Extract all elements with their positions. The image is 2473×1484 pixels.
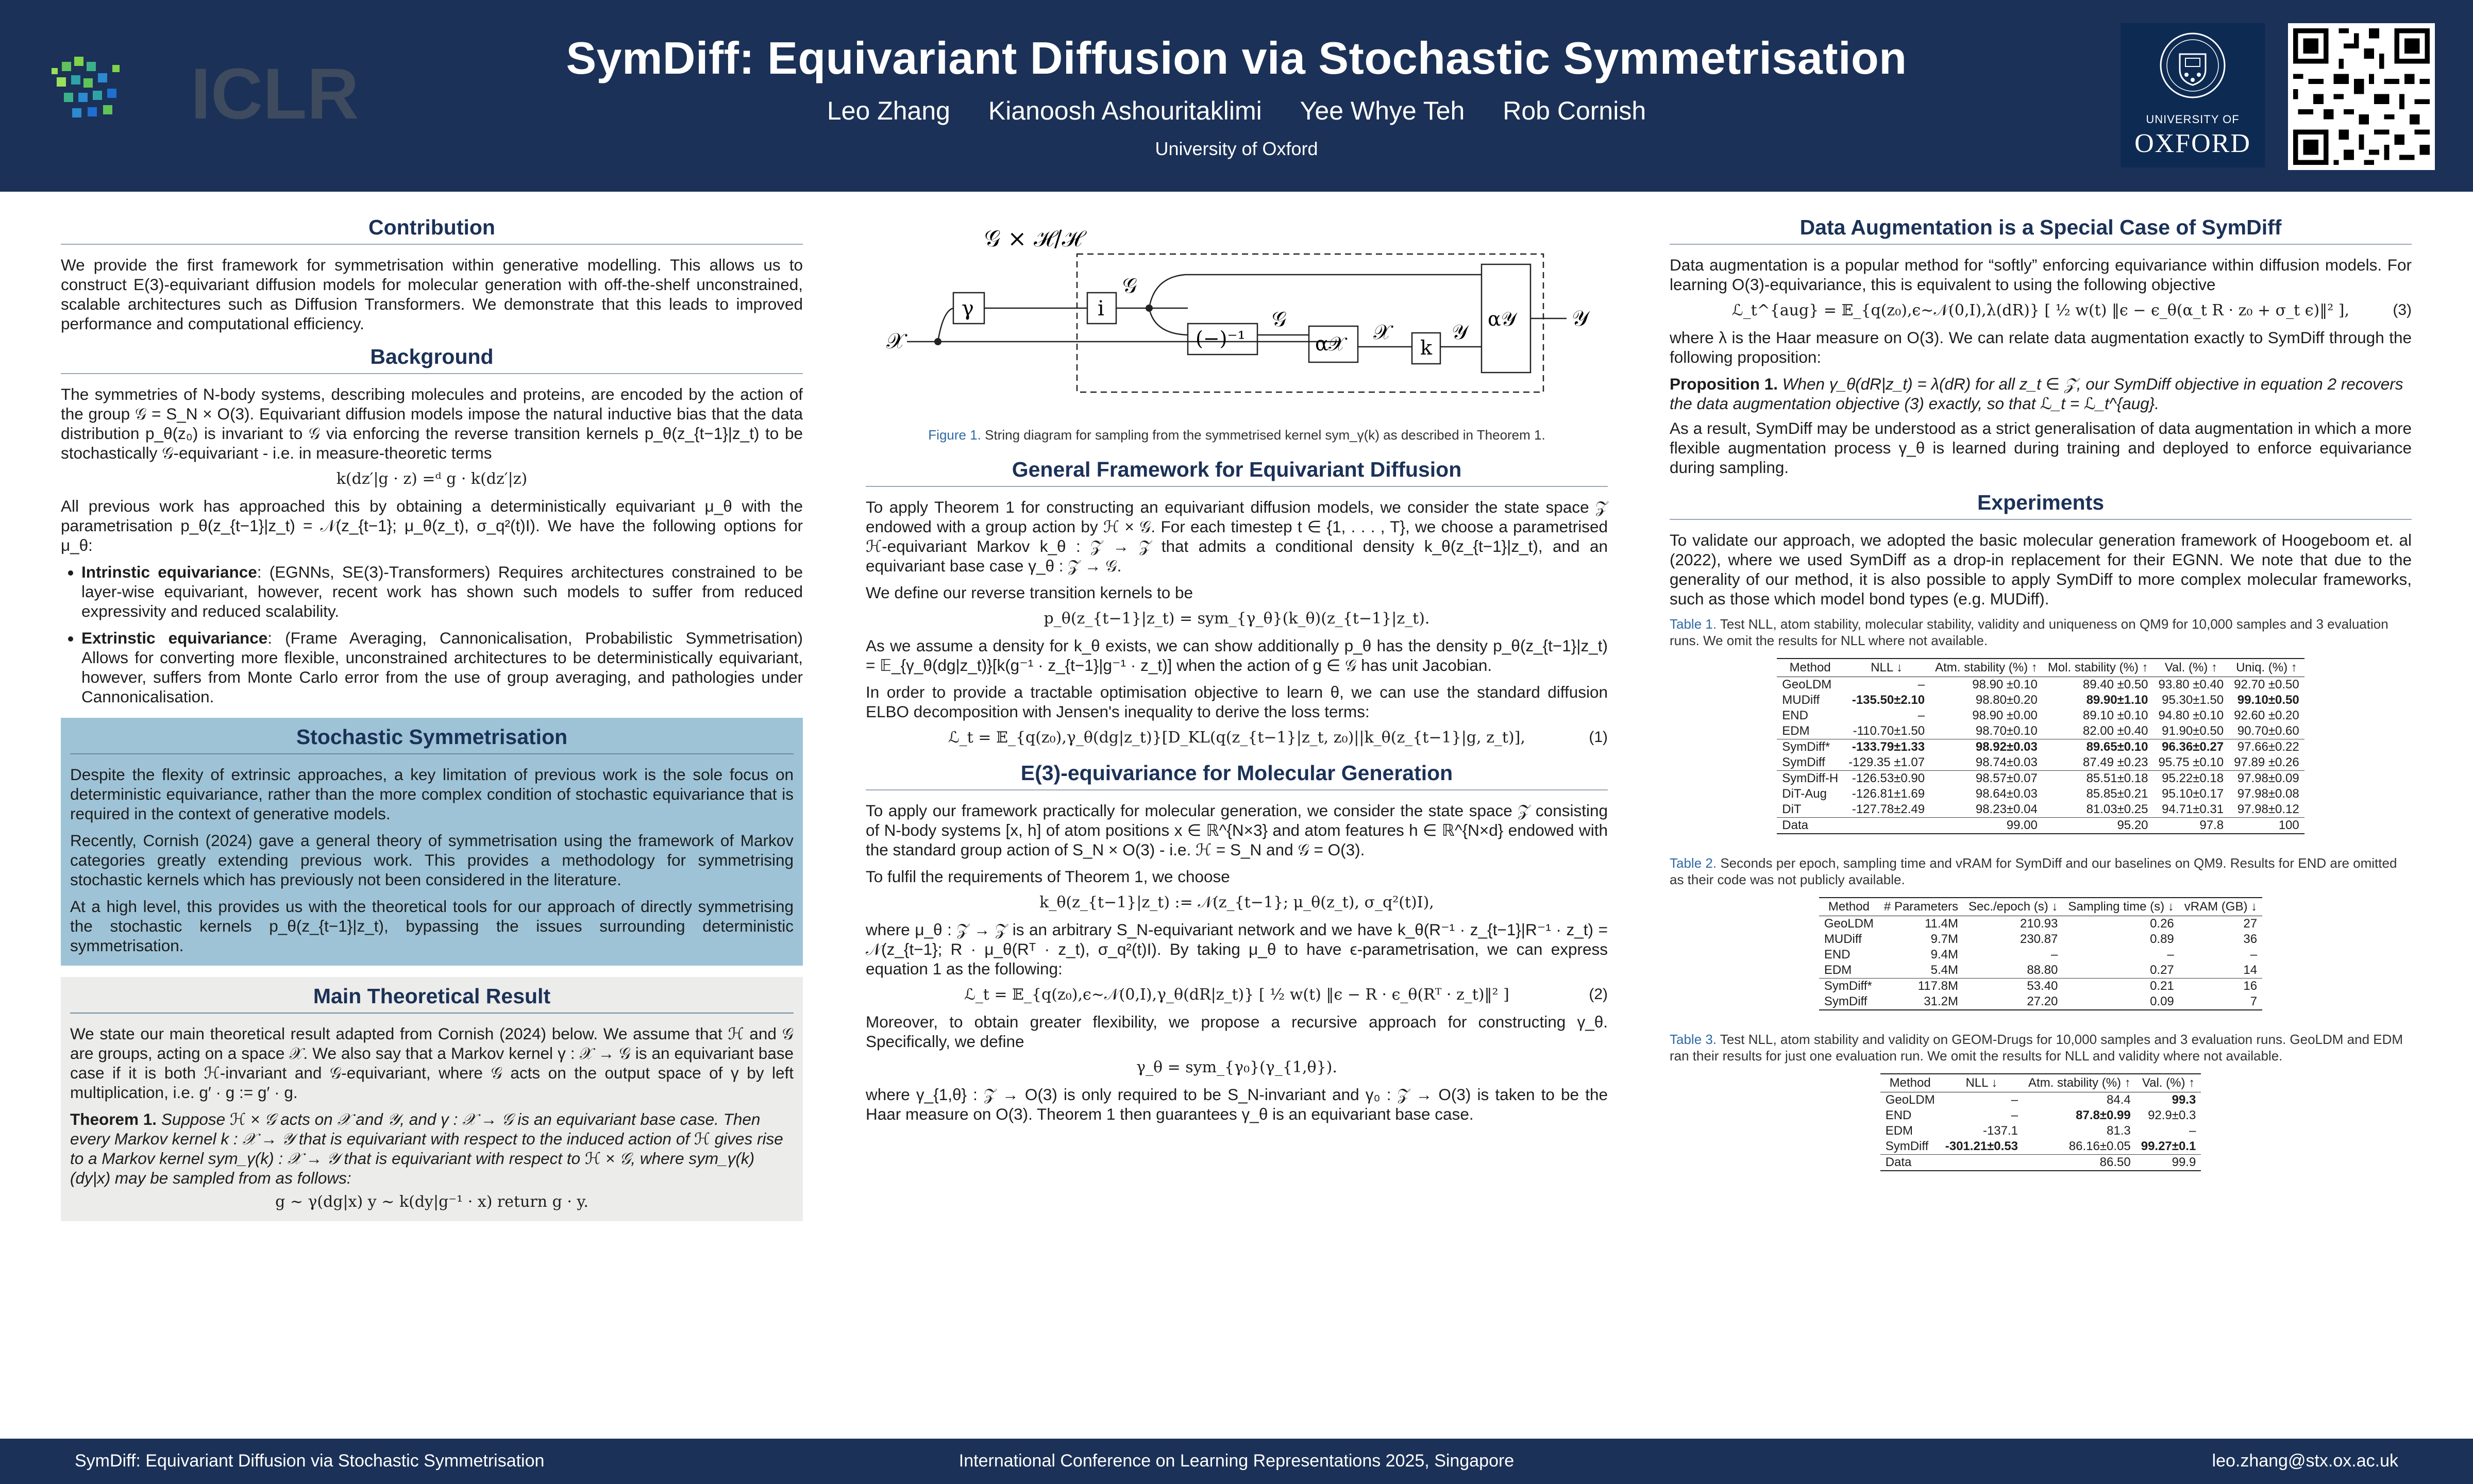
table-row: DiT -127.78±2.49 98.23±0.04 81.03±0.25 94.71±0.31 97.98±0.12 bbox=[1782, 802, 2299, 816]
section-heading: E(3)-equivariance for Molecular Generation bbox=[866, 761, 1608, 790]
table-row: GeoLDM 11.4M 210.93 0.26 27 bbox=[1824, 917, 2258, 931]
table-row: Data 86.50 99.9 bbox=[1880, 1155, 2201, 1171]
right-column bbox=[1670, 215, 2412, 1171]
paragraph: To apply our framework practically for molecular generation, we consider the state space 𝒵 consisting of N-body systems [x, h] of atom positions x ∈ ℝ^{N×3} and atom features h ∈ ℝ^{N×d} endowed with the standard group action of S_N × O(3) - i.e. ℋ = S_N and 𝒢 = O(3). bbox=[866, 801, 1608, 859]
oxford-crest-icon bbox=[2121, 23, 2265, 111]
paragraph: where λ is the Haar measure on O(3). We can relate data augmentation exactly to SymDiff through the following proposition: bbox=[1670, 328, 2412, 366]
paragraph: To apply Theorem 1 for constructing an equivariant diffusion models, we consider the state space 𝒵 endowed with a group action by ℋ × 𝒢. For each timestep t ∈ {1, . . . , T}, we choose a parametrised ℋ-equivariant Markov k_θ : 𝒵 → 𝒵 that admits a conditional density k_θ(z_{t−1}|z_t), and an equivariant base case γ_θ : 𝒵 → 𝒢. bbox=[866, 498, 1608, 575]
list-item: • Intrinstic equivariance: (EGNNs, SE(3)-Transformers) Requires architectures constrained to be layer-wise equivariant, however, recent work has shown such models to suffer from reduced expressivity and reduced scalability. bbox=[81, 562, 803, 621]
box-paragraph: Recently, Cornish (2024) gave a general theory of symmetrisation using the framework of Markov categories greatly extending previous work. This provides a methodology for symmetrising stochastic kernels which has previously not been considered in the literature. bbox=[70, 831, 794, 889]
figure-label: 𝒴 bbox=[1452, 321, 1468, 344]
poster-footer bbox=[0, 1439, 2473, 1484]
figure-label: 𝒳 bbox=[1373, 321, 1391, 344]
list-item: • Extrinstic equivariance: (Frame Averaging, Cannonicalisation, Probabilistic Symmetrisation) Allows for converting more flexible, unconstrained architectures to be deterministically equivariant, however, suffers from Monte Carlo error from the use of group averaging, and pathologies under Cannonicalisation. bbox=[81, 628, 803, 706]
oxford-logo bbox=[2121, 23, 2265, 167]
table-row: GeoLDM – 84.4 99.3 bbox=[1885, 1093, 2196, 1107]
author-list bbox=[0, 96, 2473, 126]
equation-1: ℒ_t = 𝔼_{q(z₀),γ_θ(dg|z_t)}[D_KL(q(z_{t−1}|z_t, z₀)||k_θ(z_{t−1}|g, z_t)], (1) bbox=[948, 729, 1608, 747]
main-result-box bbox=[61, 977, 803, 1221]
table-row: END – 87.8±0.99 92.9±0.3 bbox=[1885, 1108, 2196, 1122]
author: Yee Whye Teh bbox=[1300, 96, 1465, 125]
section-heading: Background bbox=[61, 345, 803, 374]
footer-conference: International Conference on Learning Representations 2025, Singapore bbox=[958, 1451, 1515, 1471]
equation-2: ℒ_t = 𝔼_{q(z₀),ϵ∼𝒩(0,I),γ_θ(dR|z_t)} [ ½ w(t) ‖ϵ − R · ϵ_θ(Rᵀ · z_t)‖² ] (2) bbox=[964, 986, 1608, 1004]
left-column bbox=[61, 215, 803, 1221]
table-caption: Table 3. Test NLL, atom stability and validity on GEOM-Drugs for 10,000 samples and 3 evaluation runs. GeoLDM and EDM ran their results for just one evaluation run. We omit the results for NLL and validity where not available. bbox=[1670, 1032, 2403, 1064]
section-heading: Contribution bbox=[61, 215, 803, 245]
table-row: DiT-Aug -126.81±1.69 98.64±0.03 85.85±0.21 95.10±0.17 97.98±0.08 bbox=[1782, 787, 2299, 801]
section-heading: Stochastic Symmetrisation bbox=[70, 725, 794, 754]
efficiency-table bbox=[1819, 897, 2262, 1010]
qr-code-icon[interactable] bbox=[2288, 23, 2435, 170]
table-row: EDM -110.70±1.50 98.70±0.10 82.00 ±0.40 91.90±0.50 90.70±0.60 bbox=[1782, 724, 2299, 738]
stochastic-symmetrisation-box bbox=[61, 718, 803, 966]
footer-title: SymDiff: Equivariant Diffusion via Stochastic Symmetrisation bbox=[75, 1451, 545, 1471]
equation: g ∼ γ(dg|x) y ∼ k(dy|g⁻¹ · x) return g · y. bbox=[275, 1193, 588, 1211]
table-row: SymDiff -129.35 ±1.07 98.74±0.03 87.49 ±0.23 95.75 ±0.10 97.89 ±0.26 bbox=[1782, 755, 2299, 769]
figure-label: γ bbox=[962, 297, 974, 321]
box-paragraph: We state our main theoretical result adapted from Cornish (2024) below. We assume that ℋ and 𝒢 are groups, acting on a space 𝒳. We also say that a Markov kernel γ : 𝒳 → 𝒢 is an equivariant base case if it is both ℋ-invariant and 𝒢-equivariant, where 𝒢 acts on the output space of γ by left multiplication, i.e. g′ · g := g′ · g. bbox=[70, 1024, 794, 1102]
footer-email[interactable]: leo.zhang@stx.ox.ac.uk bbox=[2212, 1451, 2398, 1471]
figure-caption: Figure 1. String diagram for sampling from the symmetrised kernel sym_γ(k) as described in Theorem 1. bbox=[928, 427, 1545, 443]
options-list bbox=[61, 562, 803, 706]
table-row: SymDiff* 117.8M 53.40 0.21 16 bbox=[1819, 979, 2262, 994]
box-paragraph: Despite the flexity of extrinsic approaches, a key limitation of previous work is the sole focus on deterministic equivariance, rather than the more complex condition of stochastic equivariance that is required in the context of generative models. bbox=[70, 765, 794, 823]
affiliation: University of Oxford bbox=[1155, 138, 1318, 159]
table-header-row: Method NLL ↓ Atm. stability (%) ↑ Mol. stability (%) ↑ Val. (%) ↑ Uniq. (%) ↑ bbox=[1777, 659, 2304, 677]
table-header-row: Method NLL ↓ Atm. stability (%) ↑ Val. (%) ↑ bbox=[1880, 1074, 2201, 1092]
paragraph: where μ_θ : 𝒵 → 𝒵 is an arbitrary S_N-equivariant network and we have k_θ(R⁻¹ · z_{t−1}|R⁻¹ · z_t) = 𝒩(z_{t−1}; R · μ_θ(Rᵀ · z_t), σ_q²(t)I). By taking μ_θ to have ϵ-parametrisation, we can express equation 1 as the following: bbox=[866, 920, 1608, 978]
figure-label: 𝒢 bbox=[1272, 308, 1287, 331]
paragraph: To fulfil the requirements of Theorem 1, we choose bbox=[866, 867, 1230, 886]
equation: p_θ(z_{t−1}|z_t) = sym_{γ_θ}(k_θ)(z_{t−1}|z_t). bbox=[1044, 610, 1430, 628]
figure-label: k bbox=[1420, 336, 1433, 359]
figure-label: 𝒢 bbox=[1122, 274, 1137, 298]
paragraph: where γ_{1,θ} : 𝒵 → O(3) is only required to be S_N-invariant and γ₀ : 𝒵 → O(3) is taken to be the Haar measure on O(3). Theorem 1 then guarantees γ_θ is an equivariant base case. bbox=[866, 1085, 1608, 1123]
equation: k(dz′|g · z) =ᵈ g · k(dz′|z) bbox=[336, 470, 528, 488]
author: Leo Zhang bbox=[827, 96, 950, 125]
author: Rob Cornish bbox=[1503, 96, 1646, 125]
paragraph: We define our reverse transition kernels to be bbox=[866, 583, 1193, 602]
table-row: EDM 5.4M 88.80 0.27 14 bbox=[1824, 963, 2258, 977]
section-heading: General Framework for Equivariant Diffusion bbox=[866, 458, 1608, 487]
figure-label: 𝒳 bbox=[886, 328, 905, 353]
middle-column bbox=[866, 215, 1608, 1131]
proposition: Proposition 1. When γ_θ(dR|z_t) = λ(dR) for all z_t ∈ 𝒵, our SymDiff objective in equation 2 recovers the data augmentation objective (3) exactly, so that ℒ_t = ℒ_t^{aug}. bbox=[1670, 375, 2403, 413]
equation: γ_θ = sym_{γ₀}(γ_{1,θ}). bbox=[1136, 1058, 1337, 1076]
figure-label: (−)⁻¹ bbox=[1196, 327, 1246, 350]
paragraph: As we assume a density for k_θ exists, we can show additionally p_θ has the density p_θ(z_{t−1}|z_t) = 𝔼_{γ_θ(dg|z_t)}[k(g⁻¹ · z_{t−1}|g⁻¹ · z_t)] when the action of g ∈ 𝒢 has unit Jacobian. bbox=[866, 636, 1608, 674]
paragraph: Moreover, to obtain greater flexibility, we propose a recursive approach for constructing γ_θ. Specifically, we define bbox=[866, 1013, 1608, 1051]
contribution-text: We provide the first framework for symmetrisation within generative modelling. This allows us to construct E(3)-equivariant diffusion models for molecular generation with off-the-shelf unconstrained, scalable architectures such as Diffusion Transformers. We demonstrate that this leads to improved performance and computational efficiency. bbox=[61, 256, 803, 333]
geom-drugs-table bbox=[1880, 1073, 2201, 1171]
table-row: SymDiff -301.21±0.53 86.16±0.05 99.27±0.1 bbox=[1885, 1139, 2196, 1153]
table-row: EDM -137.1 81.3 – bbox=[1885, 1124, 2196, 1138]
oxford-name-label: OXFORD bbox=[2134, 129, 2251, 158]
table-header-row: Method # Parameters Sec./epoch (s) ↓ Sampling time (s) ↓ vRAM (GB) ↓ bbox=[1819, 898, 2262, 916]
table-caption: Table 1. Test NLL, atom stability, molecular stability, validity and uniqueness on QM9 for 10,000 samples and 3 evaluation runs. We omit the results for NLL where not available. bbox=[1670, 616, 2388, 648]
table-row: MUDiff -135.50±2.10 98.80±0.20 89.90±1.10 95.30±1.50 99.10±0.50 bbox=[1782, 693, 2299, 707]
background-paragraph: The symmetries of N-body systems, describing molecules and proteins, are encoded by the action of the group 𝒢 = S_N × O(3). Equivariant diffusion models impose the natural inductive bias that the data distribution p_θ(z₀) is invariant to 𝒢 via enforcing the reverse transition kernels p_θ(z_{t−1}|z_t) to be stochastically 𝒢-equivariant - i.e. in measure-theoretic terms bbox=[61, 385, 803, 462]
table-row: GeoLDM – 98.90 ±0.10 89.40 ±0.50 93.80 ±0.40 92.70 ±0.50 bbox=[1782, 678, 2299, 692]
figure-label: 𝒢 × ℋ/ℋ bbox=[984, 226, 1083, 252]
table-row: END 9.4M – – – bbox=[1824, 948, 2258, 962]
table-caption: Table 2. Seconds per epoch, sampling time and vRAM for SymDiff and our baselines on QM9. Results for END are omitted as their code was not publicly available. bbox=[1670, 855, 2397, 887]
figure-label: α𝒴 bbox=[1488, 308, 1517, 330]
iclr-logo-text: ICLR bbox=[191, 53, 359, 134]
figure-label: α𝒳 bbox=[1315, 332, 1345, 355]
author: Kianoosh Ashouritaklimi bbox=[988, 96, 1262, 125]
theorem: Theorem 1. Suppose ℋ × 𝒢 acts on 𝒳 and 𝒴, and γ : 𝒳 → 𝒢 is an equivariant base case. Then every Markov kernel k : 𝒳 → 𝒴 that is equivariant with respect to the induced action of ℋ gives rise to a Markov kernel sym_γ(k) : 𝒳 → 𝒴 that is equivariant with respect to ℋ × 𝒢, where sym_γ(k)(dy|x) may be sampled from as follows: bbox=[70, 1110, 783, 1187]
table-row: Data 99.00 95.20 97.8 100 bbox=[1777, 818, 2304, 834]
section-heading: Main Theoretical Result bbox=[70, 984, 794, 1014]
paragraph: As a result, SymDiff may be understood as a strict generalisation of data augmentation in which a more flexible augmentation process γ_θ is learned during training and deployed to enforce equivariance during sampling. bbox=[1670, 419, 2412, 477]
box-paragraph: At a high level, this provides us with the theoretical tools for our approach of directly symmetrising the stochastic kernels p_θ(z_{t−1}|z_t), bypassing the issues surrounding deterministic symmetrisation. bbox=[70, 897, 794, 955]
poster-title: SymDiff: Equivariant Diffusion via Stochastic Symmetrisation bbox=[566, 32, 1907, 83]
table-row: SymDiff* -133.79±1.33 98.92±0.03 89.65±0.10 96.36±0.27 97.66±0.22 bbox=[1777, 739, 2304, 755]
paragraph: Data augmentation is a popular method for “softly” enforcing equivariance within diffusion models. For learning O(3)-equivariance, this is equivalent to using the following objective bbox=[1670, 256, 2412, 294]
table-row: MUDiff 9.7M 230.87 0.89 36 bbox=[1824, 932, 2258, 946]
paragraph: In order to provide a tractable optimisation objective to learn θ, we can use the standard diffusion ELBO decomposition with Jensen's inequality to derive the loss terms: bbox=[866, 683, 1608, 721]
background-paragraph: All previous work has approached this by obtaining a deterministically equivariant μ_θ with the parametrisation p_θ(z_{t−1}|z_t) = 𝒩(z_{t−1}; μ_θ(z_t), σ_q²(t)I). We have the following options for μ_θ: bbox=[61, 497, 803, 554]
equation-3: ℒ_t^{aug} = 𝔼_{q(z₀),ϵ∼𝒩(0,I),λ(dR)} [ ½ w(t) ‖ϵ − ϵ_θ(α_t R · z₀ + σ_t ϵ)‖² ], (3) bbox=[1731, 301, 2412, 319]
table-row: END – 98.90 ±0.00 89.10 ±0.10 94.80 ±0.10 92.60 ±0.20 bbox=[1782, 709, 2299, 722]
string-diagram-figure bbox=[866, 215, 1608, 421]
table-row: SymDiff-H -126.53±0.90 98.57±0.07 85.51±0.18 95.22±0.18 97.98±0.09 bbox=[1777, 771, 2304, 787]
results-table-qm9 bbox=[1777, 658, 2304, 834]
figure-label: 𝒴 bbox=[1572, 306, 1589, 331]
paragraph: To validate our approach, we adopted the basic molecular generation framework of Hoogeboom et. al (2022), where we used SymDiff as a drop-in replacement for their EGNN. We note that due to the generality of our method, it is also possible to apply SymDiff to more complex molecular frameworks, such as those which model bond types (e.g. MUDiff). bbox=[1670, 531, 2412, 608]
section-heading: Data Augmentation is a Special Case of SymDiff bbox=[1670, 215, 2412, 245]
oxford-university-label: UNIVERSITY OF bbox=[2146, 113, 2240, 126]
table-row: SymDiff 31.2M 27.20 0.09 7 bbox=[1819, 994, 2262, 1010]
section-heading: Experiments bbox=[1670, 491, 2412, 520]
equation: k_θ(z_{t−1}|z_t) := 𝒩(z_{t−1}; μ_θ(z_t), σ_q²(t)I), bbox=[1039, 893, 1434, 912]
figure-label: i bbox=[1098, 297, 1104, 321]
poster-header bbox=[0, 0, 2473, 192]
